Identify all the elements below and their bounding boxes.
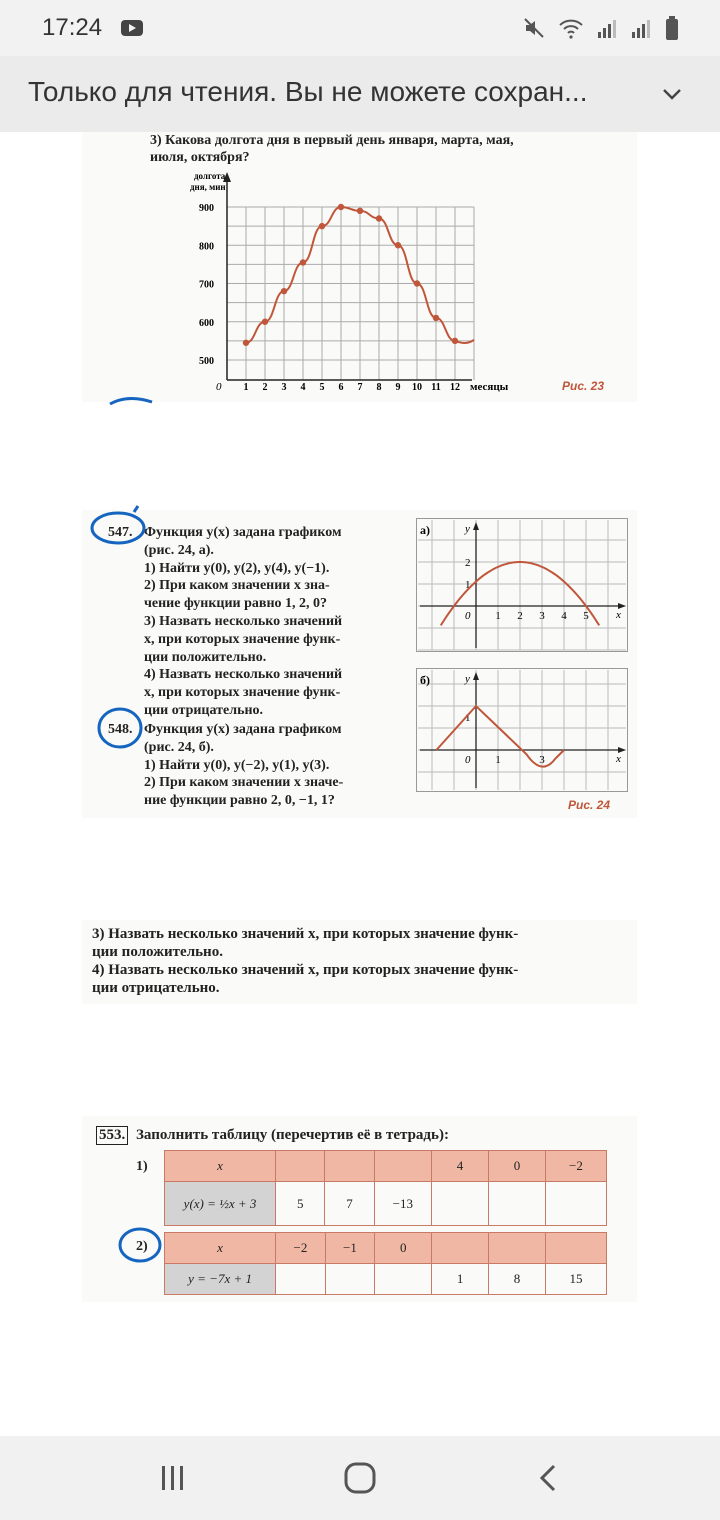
fill-table-1 (164, 1150, 607, 1226)
y-tick-label: 2 (465, 557, 471, 569)
question-text-line2: июля, октября? (150, 150, 250, 165)
problem-547-line: x, при которых значение функ- (144, 685, 341, 701)
battery-icon (664, 15, 680, 41)
recent-apps-button[interactable] (143, 1456, 203, 1500)
status-time: 17:24 (42, 14, 103, 41)
table-cell (489, 1233, 546, 1264)
table-2-label: 2) (136, 1239, 148, 1254)
problem-548-line: ние функции равно 2, 0, −1, 1? (144, 793, 335, 809)
table-cell: −13 (374, 1182, 431, 1226)
table-cell: −2 (276, 1233, 326, 1264)
problem-553-title: Заполнить таблицу (перечертив её в тетрадь): (136, 1127, 449, 1143)
x-tick-label: 4 (300, 382, 306, 393)
problem-553-number: 553. (96, 1126, 128, 1145)
status-icons (522, 14, 680, 42)
pen-circle-548 (94, 702, 148, 752)
problem-547-number: 547. (108, 525, 133, 540)
read-only-message: Только для чтения. Вы не можете сохран... (28, 76, 588, 107)
table-1-label: 1) (136, 1159, 148, 1174)
y-tick-label: 700 (199, 279, 214, 291)
problem-text-line: 3) Назвать несколько значений x, при которых значение функ- (92, 926, 519, 942)
problem-548-line: 2) При каком значении x значе- (144, 775, 344, 791)
data-point (376, 215, 382, 221)
data-point (414, 280, 420, 286)
table-cell: −1 (325, 1233, 375, 1264)
x-tick-label: 5 (319, 382, 325, 393)
problem-547-line: Функция y(x) задана графиком (144, 525, 342, 540)
recent-apps-icon (158, 1464, 188, 1492)
pen-circle-2 (116, 1224, 166, 1266)
problem-text-line: ции отрицательно. (92, 980, 220, 996)
y-tick-label: 600 (199, 317, 214, 329)
wifi-icon (558, 16, 584, 40)
pen-circle-547 (88, 504, 150, 548)
data-point (433, 315, 439, 321)
origin-label: 0 (216, 381, 222, 393)
table-cell (545, 1182, 606, 1226)
table-cell: −2 (545, 1151, 606, 1182)
scan-figure-23 (82, 132, 637, 402)
table-cell: x (165, 1151, 276, 1182)
scan-problem-continued (82, 920, 637, 1004)
table-cell: 5 (276, 1182, 325, 1226)
table-cell (325, 1264, 375, 1295)
problem-548-line: Функция y(x) задана графиком (144, 722, 342, 737)
y-tick-label: 800 (199, 241, 214, 253)
data-point (281, 288, 287, 294)
x-tick-label: 6 (338, 382, 344, 393)
problem-547-line: 4) Назвать несколько значений (144, 667, 343, 683)
home-icon (343, 1461, 377, 1495)
pen-annotation-mark (108, 394, 156, 406)
signal-2-icon (630, 16, 652, 40)
x-tick-label: 5 (583, 610, 589, 622)
problem-547-line: ции отрицательно. (144, 703, 264, 718)
table-cell: x (165, 1233, 276, 1264)
y-tick-label: 500 (199, 356, 214, 367)
scan-problems-547-548 (82, 510, 637, 818)
table-cell (545, 1233, 606, 1264)
y-axis-label-2: дня, мин (190, 182, 226, 192)
table-cell (488, 1182, 545, 1226)
table-cell: 7 (325, 1182, 374, 1226)
x-tick-label: 8 (376, 382, 382, 393)
chevron-down-icon[interactable] (660, 82, 684, 106)
graph-a-label: а) (420, 523, 430, 537)
back-icon (536, 1463, 560, 1493)
back-button[interactable] (518, 1456, 578, 1500)
x-tick-label: 3 (539, 754, 545, 766)
table-cell (432, 1233, 489, 1264)
data-point (395, 242, 401, 248)
x-tick-label: 1 (243, 382, 249, 393)
graph-b-label: б) (420, 673, 430, 687)
graph-b (416, 668, 628, 792)
figure-caption-24: Рис. 24 (568, 798, 611, 812)
data-point (262, 319, 268, 325)
y-axis-label-1: долгота (194, 171, 226, 181)
youtube-notification-icon (120, 18, 144, 38)
x-tick-label: 3 (539, 610, 545, 622)
table-1-header-row (165, 1151, 607, 1182)
fill-table-2 (164, 1232, 607, 1295)
table-cell (432, 1182, 489, 1226)
table-cell (374, 1151, 431, 1182)
problem-548-line: 1) Найти y(0), y(−2), y(1), y(3). (144, 757, 330, 773)
data-point (452, 338, 458, 344)
table-1-value-row (165, 1182, 607, 1226)
table-cell: 4 (432, 1151, 489, 1182)
graph-b-y-label: y (465, 673, 470, 685)
graph-a-x-label: x (616, 609, 621, 621)
data-point (338, 204, 344, 210)
y-tick-label: 1 (465, 712, 471, 724)
x-tick-label: 7 (357, 382, 363, 393)
graph-a-origin: 0 (465, 610, 471, 622)
scan-problem-553 (82, 1116, 637, 1302)
status-bar (0, 0, 720, 56)
table-cell: 0 (488, 1151, 545, 1182)
graph-b-origin: 0 (465, 754, 471, 766)
problem-547-line: 3) Назвать несколько значений (144, 614, 343, 629)
problem-547-line: ции положительно. (144, 649, 267, 665)
x-tick-label: 10 (412, 382, 422, 393)
signal-1-icon (596, 16, 618, 40)
problem-547-line: 1) Найти y(0), y(2), y(4), y(−1). (144, 560, 330, 576)
question-text-line1: 3) Какова долгота дня в первый день января, марта, мая, (150, 133, 514, 148)
x-tick-label: 1 (495, 610, 501, 622)
graph-a-y-label: y (465, 523, 470, 535)
table-cell: 15 (545, 1264, 606, 1295)
table-cell (276, 1264, 326, 1295)
chart-grid (227, 207, 474, 380)
document-viewer[interactable] (0, 132, 720, 1436)
table-row-label: y = −7x + 1 (165, 1264, 276, 1295)
x-tick-label: 2 (262, 382, 268, 393)
home-button[interactable] (330, 1456, 390, 1500)
problem-548-number: 548. (108, 722, 133, 737)
read-only-banner[interactable] (0, 56, 720, 133)
x-tick-label: 12 (450, 382, 460, 393)
figure-caption-23: Рис. 23 (562, 379, 605, 393)
x-axis-label: месяцы (470, 381, 509, 393)
table-row-label: y(x) = ½x + 3 (165, 1182, 276, 1226)
y-tick-label: 900 (199, 203, 214, 214)
system-nav-bar (0, 1436, 720, 1520)
table-2-header-row (165, 1233, 607, 1264)
problem-text-line: ции положительно. (92, 944, 223, 960)
table-cell (375, 1264, 432, 1295)
graph-a (416, 518, 628, 652)
table-cell (325, 1151, 374, 1182)
data-point (319, 223, 325, 229)
table-2-value-row (165, 1264, 607, 1295)
mute-icon (522, 16, 546, 40)
table-cell: 8 (489, 1264, 546, 1295)
x-tick-label: 11 (431, 382, 441, 393)
problem-547-line: чение функции равно 1, 2, 0? (144, 596, 328, 612)
data-point (243, 340, 249, 346)
table-cell: 1 (432, 1264, 489, 1295)
problem-547-line: (рис. 24, а). (144, 542, 214, 558)
data-point (300, 259, 306, 265)
problem-547-line: 2) При каком значении x зна- (144, 578, 330, 594)
table-cell: 0 (375, 1233, 432, 1264)
problem-548-line: (рис. 24, б). (144, 739, 214, 755)
problem-547-line: x, при которых значение функ- (144, 631, 341, 647)
x-tick-label: 9 (395, 382, 401, 393)
graph-b-x-label: x (616, 753, 621, 765)
x-tick-label: 2 (517, 610, 523, 622)
x-tick-label: 3 (281, 382, 287, 393)
x-tick-label: 4 (561, 610, 567, 622)
x-tick-label: 1 (495, 754, 501, 766)
y-tick-label: 1 (465, 579, 471, 591)
problem-text-line: 4) Назвать несколько значений x, при которых значение функ- (92, 962, 519, 978)
table-cell (276, 1151, 325, 1182)
day-length-chart (82, 132, 637, 402)
data-point (357, 208, 363, 214)
